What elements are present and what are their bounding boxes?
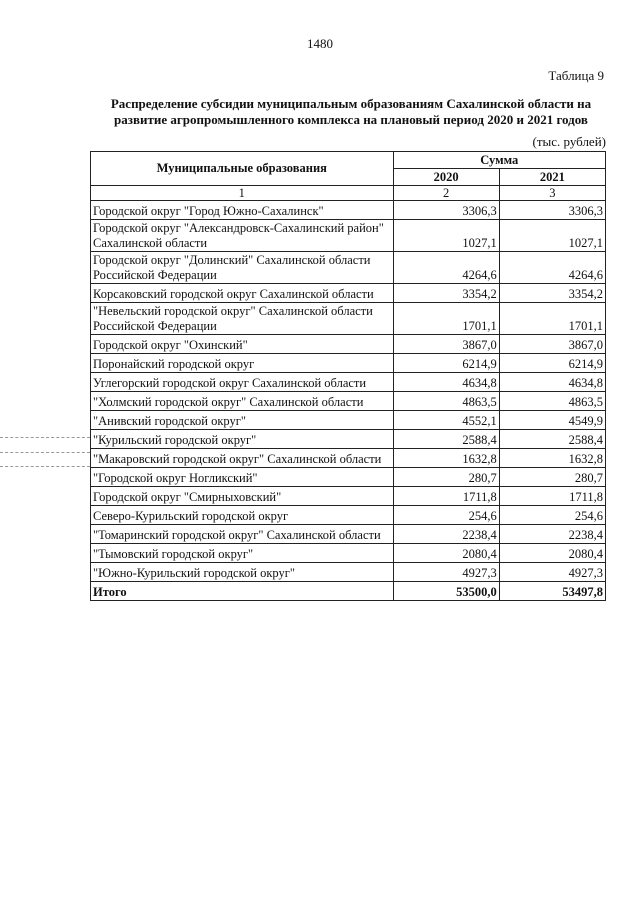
header-year-2020: 2020 <box>393 169 499 186</box>
units-label: (тыс. рублей) <box>532 134 606 149</box>
table-row <box>91 335 606 354</box>
value-2020: 4552,1 <box>393 411 499 430</box>
value-2020: 1027,1 <box>393 220 499 252</box>
value-2020: 3867,0 <box>393 335 499 354</box>
value-2021: 4863,5 <box>499 392 605 411</box>
municipality-name: "Городской округ Ногликский" <box>91 468 394 487</box>
scan-artifact <box>0 466 90 467</box>
value-2020: 3306,3 <box>393 201 499 220</box>
table-row <box>91 430 606 449</box>
scan-artifact <box>0 437 90 438</box>
header-year-2021: 2021 <box>499 169 605 186</box>
value-2020: 4634,8 <box>393 373 499 392</box>
table-row <box>91 392 606 411</box>
total-2020: 53500,0 <box>393 582 499 601</box>
table-row <box>91 449 606 468</box>
value-2020: 1701,1 <box>393 303 499 335</box>
municipality-name: "Холмский городской округ" Сахалинской области <box>91 392 394 411</box>
subsidy-table <box>90 151 606 601</box>
table-row <box>91 411 606 430</box>
value-2020: 2238,4 <box>393 525 499 544</box>
value-2020: 4863,5 <box>393 392 499 411</box>
municipality-name: "Анивский городской округ" <box>91 411 394 430</box>
value-2020: 6214,9 <box>393 354 499 373</box>
municipality-name: "Невельский городской округ" Сахалинской области Российской Федерации <box>91 303 394 335</box>
value-2021: 2080,4 <box>499 544 605 563</box>
municipality-name: Городской округ "Александровск-Сахалинский район" Сахалинской области <box>91 220 394 252</box>
municipality-name: "Тымовский городской округ" <box>91 544 394 563</box>
value-2021: 1711,8 <box>499 487 605 506</box>
table-row <box>91 201 606 220</box>
table-row <box>91 506 606 525</box>
scan-artifact <box>0 452 90 453</box>
table-row <box>91 563 606 582</box>
table-row <box>91 544 606 563</box>
table-label: Таблица 9 <box>548 68 604 83</box>
header-sum: Сумма <box>393 152 605 169</box>
table-row <box>91 354 606 373</box>
table-row <box>91 252 606 284</box>
column-index: 2 <box>393 186 499 201</box>
value-2021: 280,7 <box>499 468 605 487</box>
municipality-name: "Томаринский городской округ" Сахалинской области <box>91 525 394 544</box>
value-2021: 4927,3 <box>499 563 605 582</box>
total-2021: 53497,8 <box>499 582 605 601</box>
header-municipality: Муниципальные образования <box>91 152 394 186</box>
municipality-name: Северо-Курильский городской округ <box>91 506 394 525</box>
page-number: 1480 <box>307 36 333 51</box>
municipality-name: "Южно-Курильский городской округ" <box>91 563 394 582</box>
table-row <box>91 373 606 392</box>
value-2020: 280,7 <box>393 468 499 487</box>
value-2021: 1701,1 <box>499 303 605 335</box>
table-row <box>91 220 606 252</box>
document-title: Распределение субсидии муниципальным образованиям Сахалинской области на развитие агропромышленного комплекса на плановый период 2020 и 2021 годов <box>110 96 592 127</box>
table-row <box>91 487 606 506</box>
municipality-name: Городской округ "Охинский" <box>91 335 394 354</box>
table-row <box>91 525 606 544</box>
total-label: Итого <box>91 582 394 601</box>
value-2021: 4264,6 <box>499 252 605 284</box>
municipality-name: Корсаковский городской округ Сахалинской области <box>91 284 394 303</box>
value-2021: 4634,8 <box>499 373 605 392</box>
value-2020: 2080,4 <box>393 544 499 563</box>
municipality-name: Городской округ "Смирныховский" <box>91 487 394 506</box>
municipality-name: Углегорский городской округ Сахалинской области <box>91 373 394 392</box>
value-2021: 6214,9 <box>499 354 605 373</box>
value-2021: 3867,0 <box>499 335 605 354</box>
municipality-name: Поронайский городской округ <box>91 354 394 373</box>
total-row <box>91 582 606 601</box>
column-index: 1 <box>91 186 394 201</box>
table-body <box>91 201 606 601</box>
table-row <box>91 284 606 303</box>
value-2020: 3354,2 <box>393 284 499 303</box>
municipality-name: Городской округ "Город Южно-Сахалинск" <box>91 201 394 220</box>
municipality-name: Городской округ "Долинский" Сахалинской области Российской Федерации <box>91 252 394 284</box>
value-2020: 4264,6 <box>393 252 499 284</box>
value-2021: 1027,1 <box>499 220 605 252</box>
value-2021: 3354,2 <box>499 284 605 303</box>
value-2021: 3306,3 <box>499 201 605 220</box>
value-2020: 1632,8 <box>393 449 499 468</box>
value-2020: 2588,4 <box>393 430 499 449</box>
table-row <box>91 468 606 487</box>
value-2021: 1632,8 <box>499 449 605 468</box>
value-2021: 254,6 <box>499 506 605 525</box>
value-2020: 254,6 <box>393 506 499 525</box>
column-index: 3 <box>499 186 605 201</box>
value-2021: 4549,9 <box>499 411 605 430</box>
value-2020: 1711,8 <box>393 487 499 506</box>
municipality-name: "Макаровский городской округ" Сахалинской области <box>91 449 394 468</box>
value-2021: 2238,4 <box>499 525 605 544</box>
table-row <box>91 303 606 335</box>
value-2021: 2588,4 <box>499 430 605 449</box>
value-2020: 4927,3 <box>393 563 499 582</box>
municipality-name: "Курильский городской округ" <box>91 430 394 449</box>
